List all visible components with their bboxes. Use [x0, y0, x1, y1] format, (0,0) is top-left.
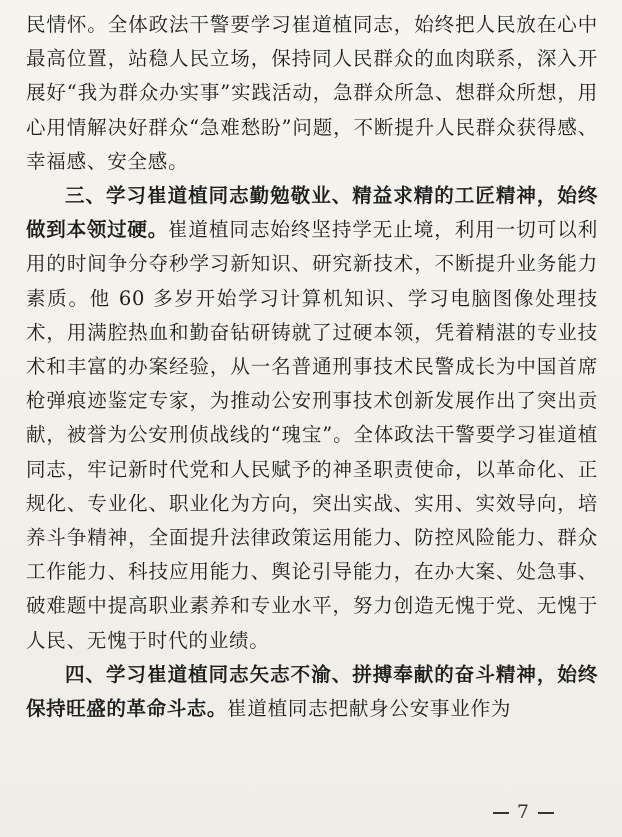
page-number-value: 7 [516, 801, 530, 823]
section-4-paragraph [26, 658, 598, 726]
page-number-dash-left [493, 812, 509, 814]
section-3-body: 崔道植同志始终坚持学无止境，利用一切可以利用的时间争分夺秒学习新知识、研究新技术，不断提升业务能力素质。他 60 多岁开始学习计算机知识、学习电脑图像处理技术，用满腔热血和勤奋钻研铸就了过硬本领，凭着精湛的专业技术和丰富的办案经验，从一名普通刑事技术民警成长为中国首席枪弹痕迹鉴定专家，为推动公安刑事技术创新发展作出了突出贡献，被誉为公安刑侦战线的“瑰宝”。全体政法干警要学习崔道植同志，牢记新时代党和人民赋予的神圣职责使命，以革命化、正规化、专业化、职业化为方向，突出实战、实用、实效导向，培养斗争精神，全面提升法律政策运用能力、防控风险能力、群众工作能力、科技应用能力、舆论引导能力，在办大案、处急事、破难题中提高职业素养和专业水平，努力创造无愧于党、无愧于人民、无愧于时代的业绩。 [26, 218, 598, 652]
body-paragraph-1: 民情怀。全体政法干警要学习崔道植同志，始终把人民放在心中最高位置，站稳人民立场，保持同人民群众的血肉联系，深入开展好“我为群众办实事”实践活动，急群众所急、想群众所想，用心用情解决好群众“急难愁盼”问题，不断提升人民群众获得感、幸福感、安全感。 [26, 13, 598, 173]
section-4-heading: 四、学习崔道植同志矢志不渝、拼搏奉献的奋斗精神，始终保持旺盛的革命斗志。 [26, 662, 598, 721]
section-4-body: 崔道植同志把献身公安事业作为 [227, 697, 512, 721]
page-number-dash-right [538, 812, 554, 814]
section-3-heading: 三、学习崔道植同志勤勉敬业、精益求精的工匠精神，始终做到本领过硬。 [26, 184, 598, 242]
section-3-paragraph [26, 179, 598, 658]
page-number [485, 801, 562, 823]
